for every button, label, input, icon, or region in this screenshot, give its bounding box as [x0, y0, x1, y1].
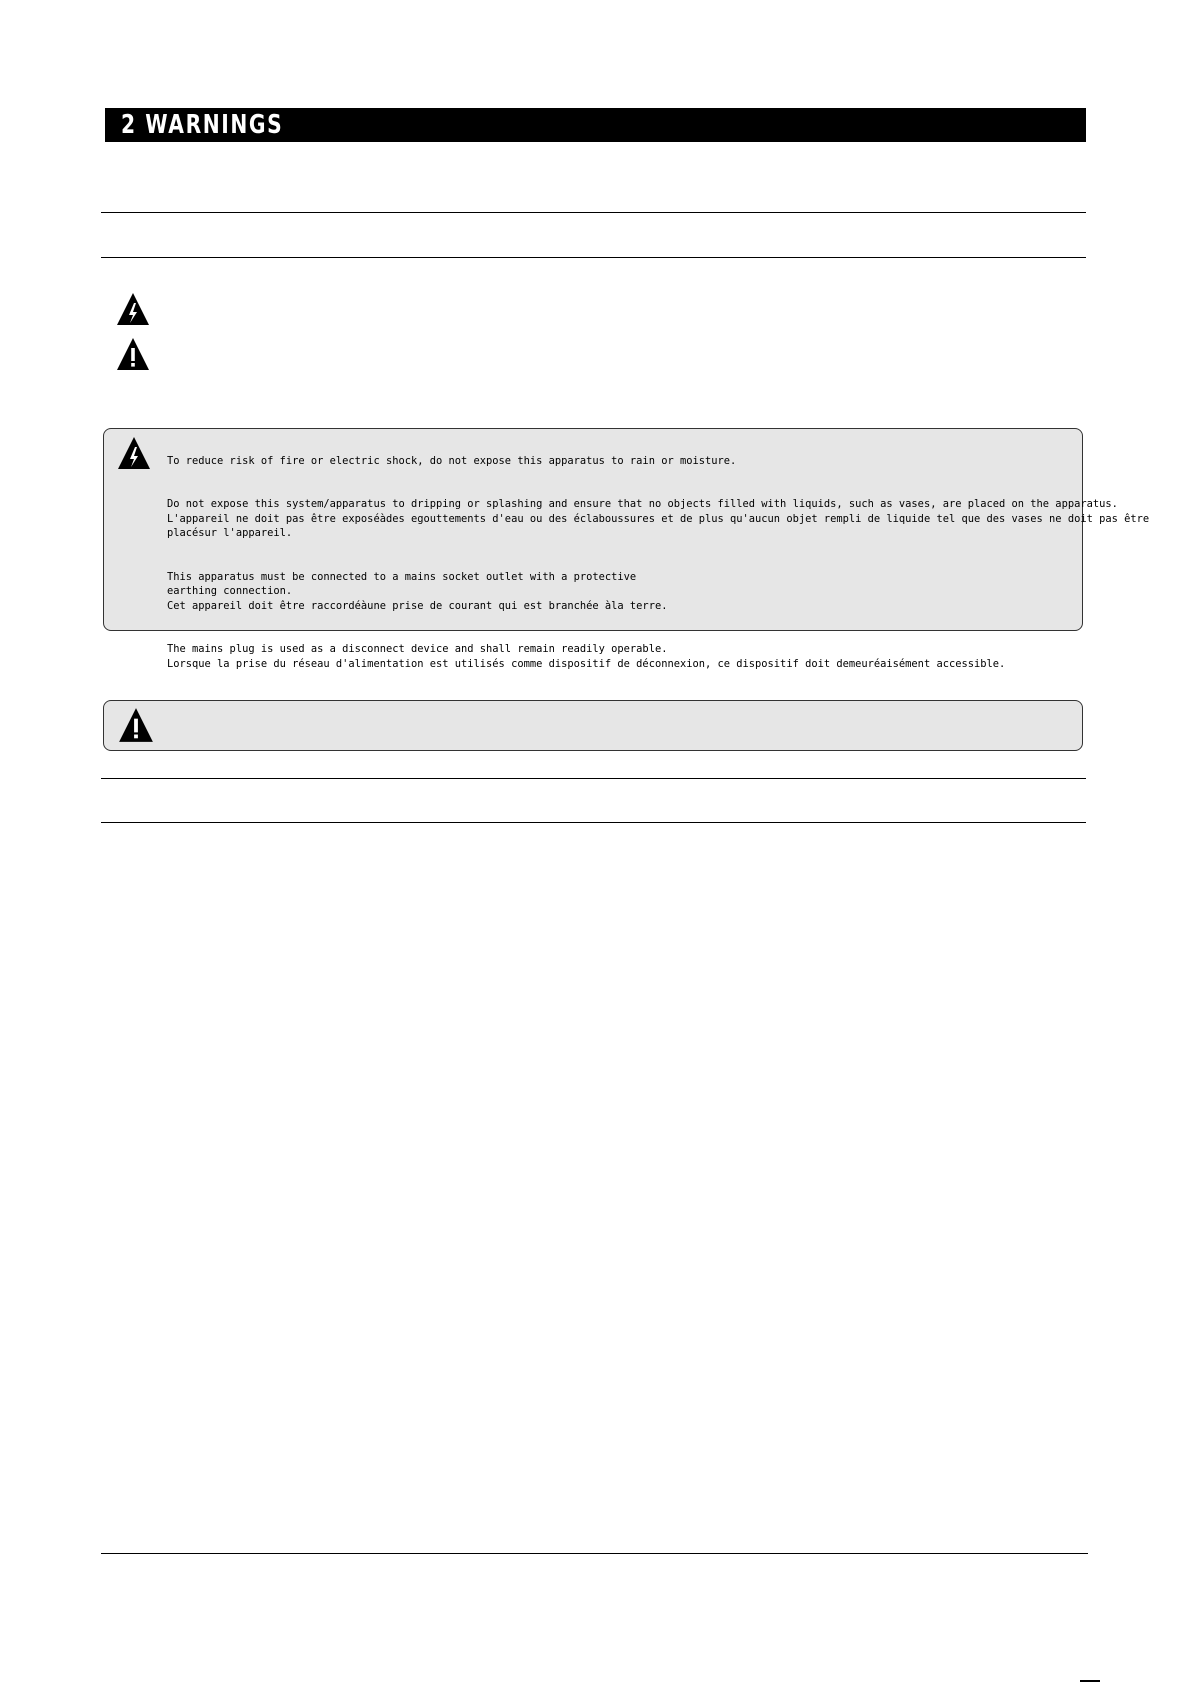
warning-line: To reduce risk of fire or electric shock, do not expose this apparatus to rain or moisture.	[167, 454, 737, 467]
footer-divider-line	[101, 1553, 1088, 1554]
warning-line: earthing connection.	[167, 585, 293, 597]
warning-line: Do not expose this system/apparatus to dripping or splashing and ensure that no objects filled with liquids, such as vases, are placed on the apparatus.	[167, 498, 1118, 510]
divider-line	[101, 822, 1086, 823]
exclamation-warning-icon	[115, 336, 151, 372]
warning-line: L'appareil ne doit pas être exposéàdes egouttements d'eau ou des éclaboussures et de plus qu'aucun objet rempli de liquide tel que des vases ne doit pas être	[167, 512, 1150, 525]
lightning-warning-icon	[115, 291, 151, 327]
warning-paragraph	[167, 497, 1150, 541]
warning-line: Lorsque la prise du réseau d'alimentation est utilisés comme dispositif de déconnexion, ce dispositif doit demeuréaisément accessible.	[167, 657, 1006, 670]
warning-paragraph	[167, 642, 1072, 671]
caution-box	[103, 700, 1083, 751]
divider-line	[101, 257, 1086, 258]
warning-line: This apparatus must be connected to a mains socket outlet with a protective	[167, 570, 637, 583]
warning-paragraph	[167, 454, 1072, 469]
warning-text	[167, 439, 1150, 686]
warning-paragraph	[167, 570, 1072, 614]
warning-line: Cet appareil doit être raccordéàune prise de courant qui est branchée àla terre.	[167, 599, 668, 612]
electrical-warning-box	[103, 428, 1150, 670]
warning-line: The mains plug is used as a disconnect device and shall remain readily operable.	[167, 643, 668, 655]
divider-line	[101, 778, 1086, 779]
exclamation-warning-icon	[117, 706, 155, 744]
section-title-bar	[105, 108, 1086, 142]
divider-line	[101, 212, 1086, 213]
page-corner-mark	[1080, 1680, 1100, 1682]
page-title: 2 WARNINGS	[121, 110, 284, 140]
lightning-warning-icon	[116, 435, 152, 471]
warning-line: placésur l'appareil.	[167, 527, 293, 539]
